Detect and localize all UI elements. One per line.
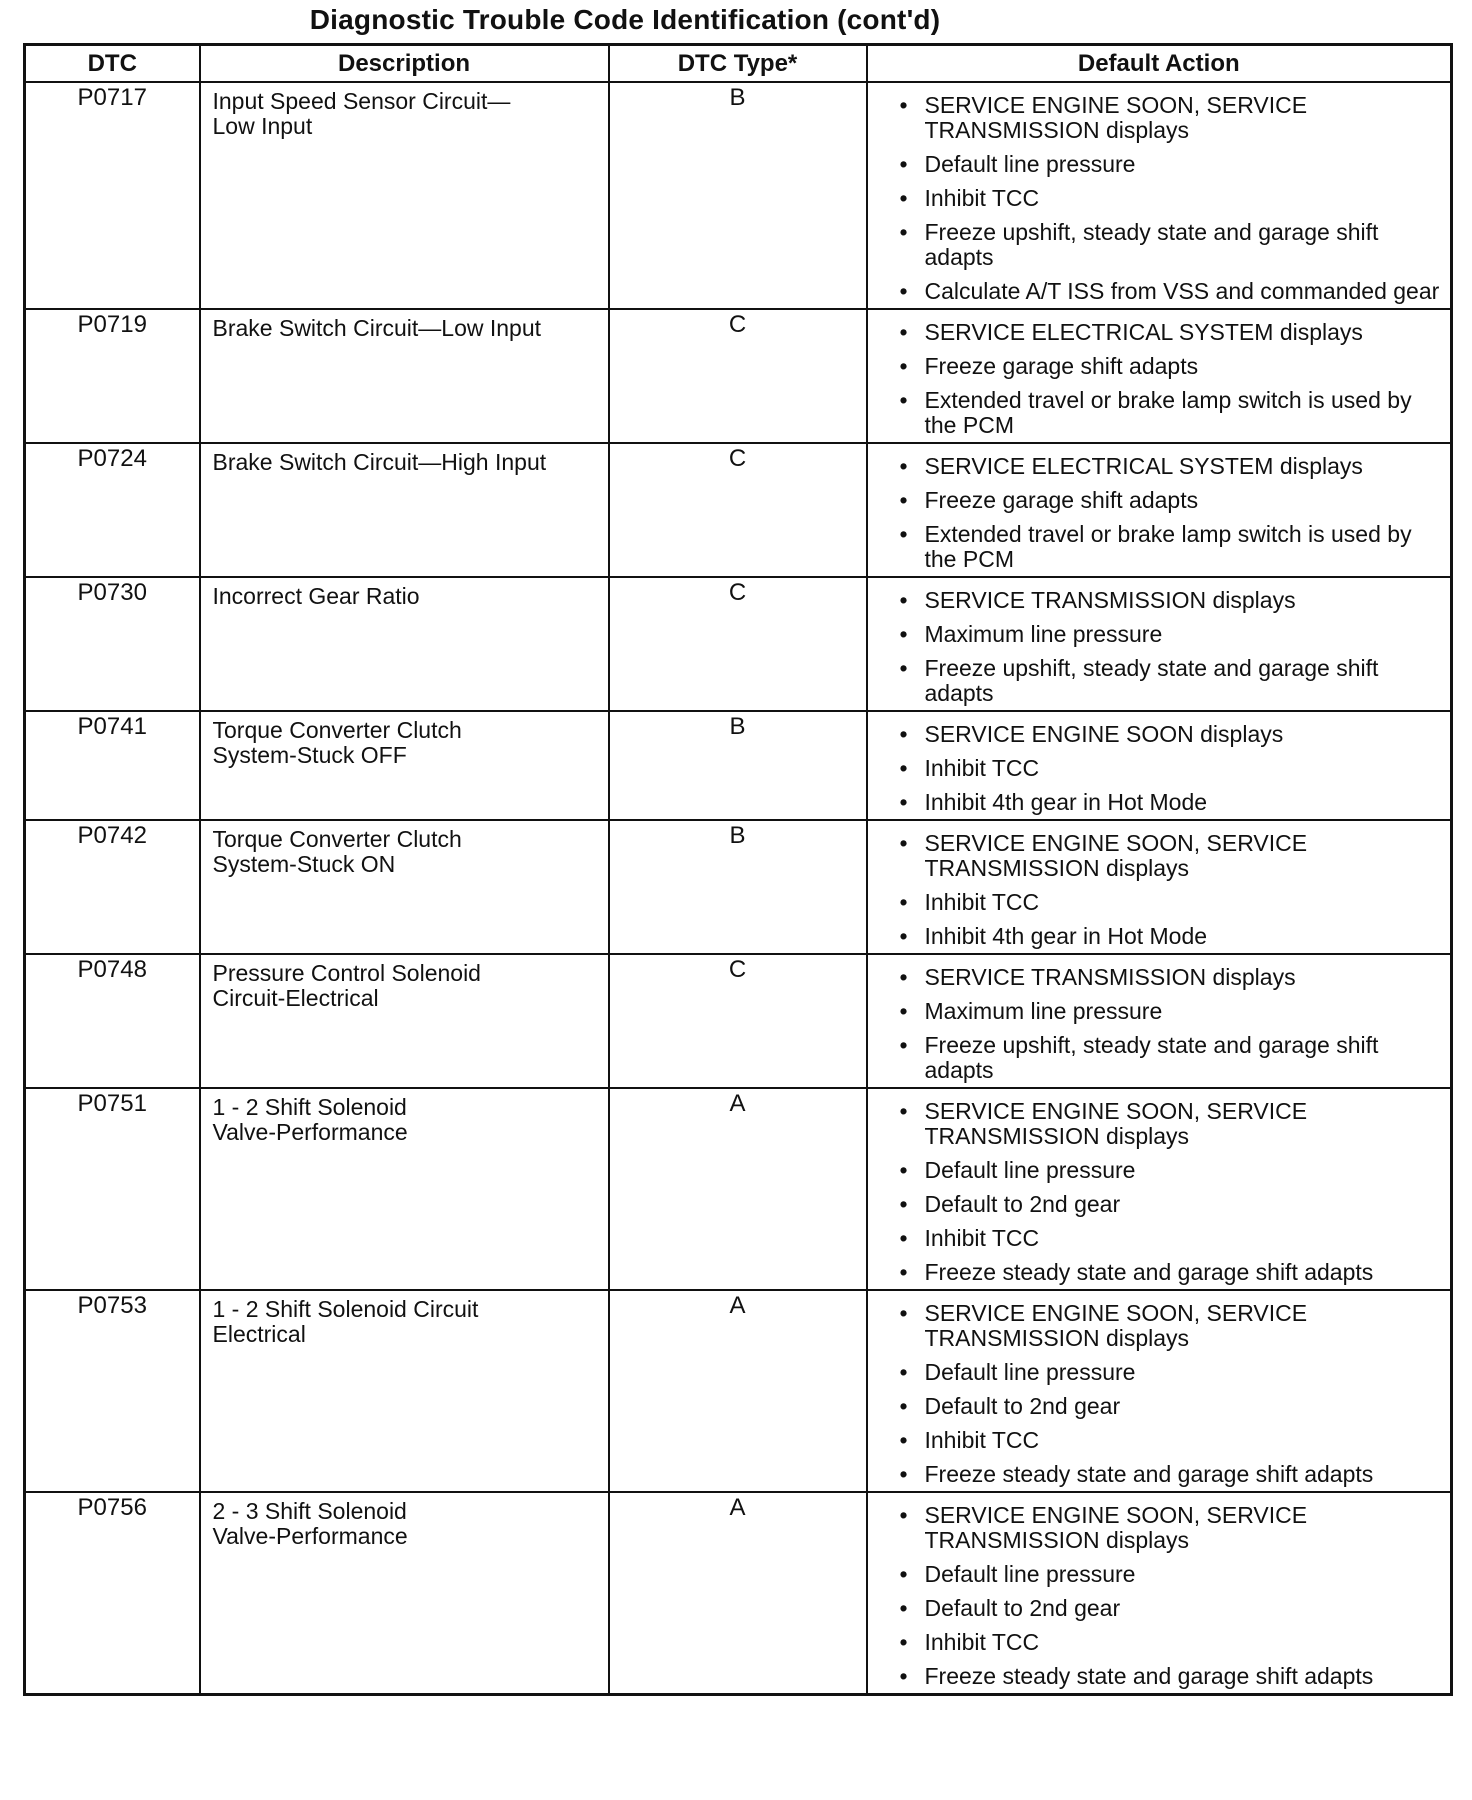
action-item: • Default line pressure xyxy=(900,1562,1443,1587)
default-action xyxy=(867,1492,1452,1695)
action-item: • Default to 2nd gear xyxy=(900,1394,1443,1419)
table-body xyxy=(25,82,1452,1695)
description-line: System-Stuck ON xyxy=(212,851,396,877)
action-item: • Default line pressure xyxy=(900,1360,1443,1385)
action-item: • Inhibit TCC xyxy=(900,1226,1443,1251)
table-row xyxy=(25,1492,1452,1695)
action-item: • Maximum line pressure xyxy=(900,999,1443,1024)
action-item: • Calculate A/T ISS from VSS and commanded gear xyxy=(900,279,1443,304)
description-line: Brake Switch Circuit—Low Input xyxy=(212,315,542,341)
default-action xyxy=(867,443,1452,577)
action-item: • Extended travel or brake lamp switch is used by the PCM xyxy=(900,522,1443,572)
action-list xyxy=(900,722,1443,815)
description-line: System-Stuck OFF xyxy=(212,742,407,768)
action-item: • Inhibit TCC xyxy=(900,1428,1443,1453)
action-item: • SERVICE ENGINE SOON displays xyxy=(900,722,1443,747)
dtc-code: P0751 xyxy=(25,1088,200,1290)
description-line: Valve-Performance xyxy=(212,1523,408,1549)
dtc-type: B xyxy=(609,711,867,820)
action-list xyxy=(900,965,1443,1083)
dtc-type: C xyxy=(609,954,867,1088)
action-list xyxy=(900,831,1443,949)
description-line: Torque Converter Clutch xyxy=(212,717,462,743)
action-item: • Default line pressure xyxy=(900,1158,1443,1183)
dtc-code: P0719 xyxy=(25,309,200,443)
description-line: Circuit-Electrical xyxy=(212,985,379,1011)
dtc-type: B xyxy=(609,820,867,954)
dtc-code: P0756 xyxy=(25,1492,200,1695)
action-item: • Extended travel or brake lamp switch is used by the PCM xyxy=(900,388,1443,438)
action-item: • Freeze garage shift adapts xyxy=(900,488,1443,513)
action-item: • Inhibit 4th gear in Hot Mode xyxy=(900,790,1443,815)
dtc-description xyxy=(200,443,609,577)
dtc-table xyxy=(23,43,1453,1696)
action-item: • Inhibit TCC xyxy=(900,890,1443,915)
header-dtc: DTC xyxy=(25,45,200,83)
action-list xyxy=(900,320,1443,438)
dtc-type: C xyxy=(609,443,867,577)
table-header-row xyxy=(25,45,1452,83)
default-action xyxy=(867,82,1452,309)
action-item: • Freeze upshift, steady state and garage shift adapts xyxy=(900,220,1443,270)
description-line: Pressure Control Solenoid xyxy=(212,960,481,986)
dtc-code: P0753 xyxy=(25,1290,200,1492)
action-item: • SERVICE ENGINE SOON, SERVICE TRANSMISSION displays xyxy=(900,93,1443,143)
description-line: 1 - 2 Shift Solenoid xyxy=(212,1094,407,1120)
header-description: Description xyxy=(200,45,609,83)
description-line: 2 - 3 Shift Solenoid xyxy=(212,1498,407,1524)
description-line: Electrical xyxy=(212,1321,306,1347)
dtc-description xyxy=(200,577,609,711)
dtc-description xyxy=(200,1088,609,1290)
dtc-code: P0741 xyxy=(25,711,200,820)
action-item: • SERVICE ELECTRICAL SYSTEM displays xyxy=(900,454,1443,479)
table-row xyxy=(25,1290,1452,1492)
action-list xyxy=(900,93,1443,304)
table-row xyxy=(25,954,1452,1088)
dtc-type: C xyxy=(609,309,867,443)
dtc-code: P0730 xyxy=(25,577,200,711)
dtc-type: C xyxy=(609,577,867,711)
description-line: Brake Switch Circuit—High Input xyxy=(212,449,547,475)
table-row xyxy=(25,820,1452,954)
default-action xyxy=(867,577,1452,711)
description-line: Low Input xyxy=(212,113,313,139)
action-item: • Default line pressure xyxy=(900,152,1443,177)
action-list xyxy=(900,1099,1443,1285)
dtc-code: P0742 xyxy=(25,820,200,954)
dtc-type: A xyxy=(609,1492,867,1695)
description-line: 1 - 2 Shift Solenoid Circuit xyxy=(212,1296,479,1322)
action-list xyxy=(900,588,1443,706)
action-item: • Freeze upshift, steady state and garage shift adapts xyxy=(900,656,1443,706)
action-list xyxy=(900,454,1443,572)
action-item: • Freeze upshift, steady state and garage shift adapts xyxy=(900,1033,1443,1083)
dtc-code: P0748 xyxy=(25,954,200,1088)
default-action xyxy=(867,309,1452,443)
action-item: • SERVICE ENGINE SOON, SERVICE TRANSMISSION displays xyxy=(900,1301,1443,1351)
description-line: Input Speed Sensor Circuit— xyxy=(212,88,511,114)
dtc-description xyxy=(200,309,609,443)
action-item: • Inhibit 4th gear in Hot Mode xyxy=(900,924,1443,949)
action-item: • Maximum line pressure xyxy=(900,622,1443,647)
default-action xyxy=(867,1088,1452,1290)
default-action xyxy=(867,954,1452,1088)
action-item: • Inhibit TCC xyxy=(900,186,1443,211)
dtc-type: A xyxy=(609,1088,867,1290)
action-item: • Freeze steady state and garage shift adapts xyxy=(900,1664,1443,1689)
action-item: • Inhibit TCC xyxy=(900,756,1443,781)
description-line: Torque Converter Clutch xyxy=(212,826,462,852)
action-item: • SERVICE ENGINE SOON, SERVICE TRANSMISSION displays xyxy=(900,831,1443,881)
table-row xyxy=(25,82,1452,309)
action-item: • SERVICE TRANSMISSION displays xyxy=(900,965,1443,990)
action-item: • Freeze garage shift adapts xyxy=(900,354,1443,379)
dtc-description xyxy=(200,82,609,309)
dtc-type: B xyxy=(609,82,867,309)
action-list xyxy=(900,1301,1443,1487)
action-list xyxy=(900,1503,1443,1689)
action-item: • Default to 2nd gear xyxy=(900,1596,1443,1621)
dtc-type: A xyxy=(609,1290,867,1492)
default-action xyxy=(867,711,1452,820)
dtc-description xyxy=(200,1290,609,1492)
table-row xyxy=(25,577,1452,711)
table-row xyxy=(25,443,1452,577)
default-action xyxy=(867,820,1452,954)
table-row xyxy=(25,309,1452,443)
action-item: • SERVICE ELECTRICAL SYSTEM displays xyxy=(900,320,1443,345)
action-item: • SERVICE ENGINE SOON, SERVICE TRANSMISSION displays xyxy=(900,1503,1443,1553)
header-dtc-type: DTC Type* xyxy=(609,45,867,83)
dtc-description xyxy=(200,954,609,1088)
dtc-description xyxy=(200,711,609,820)
dtc-description xyxy=(200,820,609,954)
table-row xyxy=(25,711,1452,820)
description-line: Incorrect Gear Ratio xyxy=(212,583,420,609)
description-line: Valve-Performance xyxy=(212,1119,408,1145)
action-item: • SERVICE ENGINE SOON, SERVICE TRANSMISSION displays xyxy=(900,1099,1443,1149)
action-item: • Freeze steady state and garage shift adapts xyxy=(900,1260,1443,1285)
dtc-code: P0724 xyxy=(25,443,200,577)
action-item: • Inhibit TCC xyxy=(900,1630,1443,1655)
action-item: • Freeze steady state and garage shift adapts xyxy=(900,1462,1443,1487)
page-title: Diagnostic Trouble Code Identification (cont'd) xyxy=(309,4,941,35)
dtc-description xyxy=(200,1492,609,1695)
header-default-action: Default Action xyxy=(867,45,1452,83)
action-item: • Default to 2nd gear xyxy=(900,1192,1443,1217)
dtc-code: P0717 xyxy=(25,82,200,309)
table-row xyxy=(25,1088,1452,1290)
default-action xyxy=(867,1290,1452,1492)
action-item: • SERVICE TRANSMISSION displays xyxy=(900,588,1443,613)
